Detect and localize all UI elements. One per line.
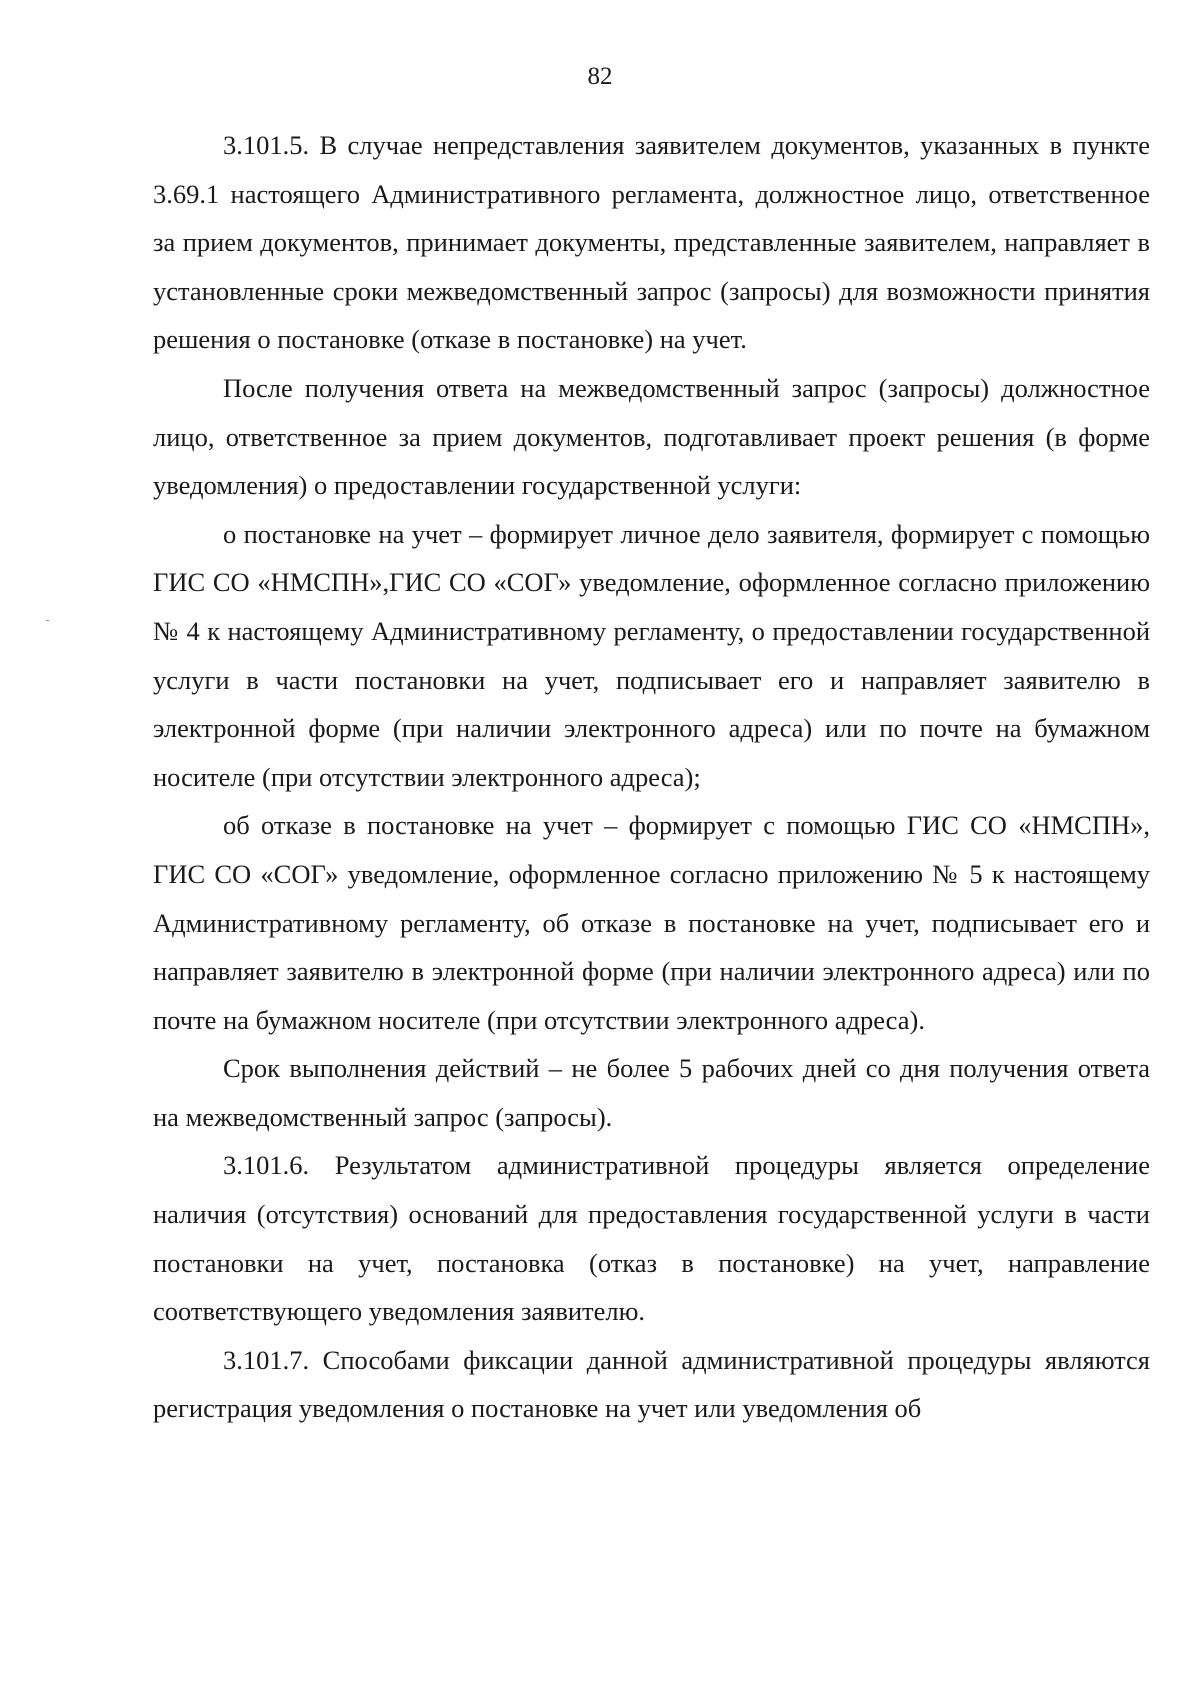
paragraph-deadline: Срок выполнения действий – не более 5 рабочих дней со дня получения ответа на межведомственный запрос (запросы). <box>153 1053 1150 1132</box>
scan-speck <box>46 620 49 621</box>
document-body <box>153 121 1150 1433</box>
paragraph-after-response: После получения ответа на межведомственный запрос (запросы) должностное лицо, ответственное за прием документов, подготавливает проект решения (в форме уведомления) о предоставлении государственной услуги: <box>153 372 1150 501</box>
paragraph-3-101-6: 3.101.6. Результатом административной процедуры является определение наличия (отсутствия) оснований для предоставления государственной услуги в части постановки на учет, постановка (отказ в постановке) на учет, направление соответствующего уведомления заявителю. <box>153 1150 1150 1327</box>
paragraph-3-101-5: 3.101.5. В случае непредставления заявителем документов, указанных в пункте 3.69.1 настоящего Административного регламента, должностное лицо, ответственное за прием документов, принимает документы, представленные заявителем, направляет в установленные сроки межведомственный запрос (запросы) для возможности принятия решения о постановке (отказе в постановке) на учет. <box>153 130 1150 355</box>
paragraph-registration: о постановке на учет – формирует личное дело заявителя, формирует с помощью ГИС СО «НМСПН»,ГИС СО «СОГ» уведомление, оформленное согласно приложению № 4 к настоящему Административному регламенту, о предоставлении государственной услуги в части постановки на учет, подписывает его и направляет заявителю в электронной форме (при наличии электронного адреса) или по почте на бумажном носителе (при отсутствии электронного адреса); <box>153 518 1150 792</box>
paragraph-3-101-7: 3.101.7. Способами фиксации данной административной процедуры являются регистрация уведомления о постановке на учет или уведомления об <box>153 1344 1150 1424</box>
page-number: 82 <box>587 63 613 90</box>
paragraph-refusal: об отказе в постановке на учет – формирует с помощью ГИС СО «НМСПН», ГИС СО «СОГ» уведомление, оформленное согласно приложению № 5 к настоящему Административному регламенту, об отказе в постановке на учет, подписывает его и направляет заявителю в электронной форме (при наличии электронного адреса) или по почте на бумажном носителе (при отсутствии электронного адреса). <box>153 810 1150 1035</box>
